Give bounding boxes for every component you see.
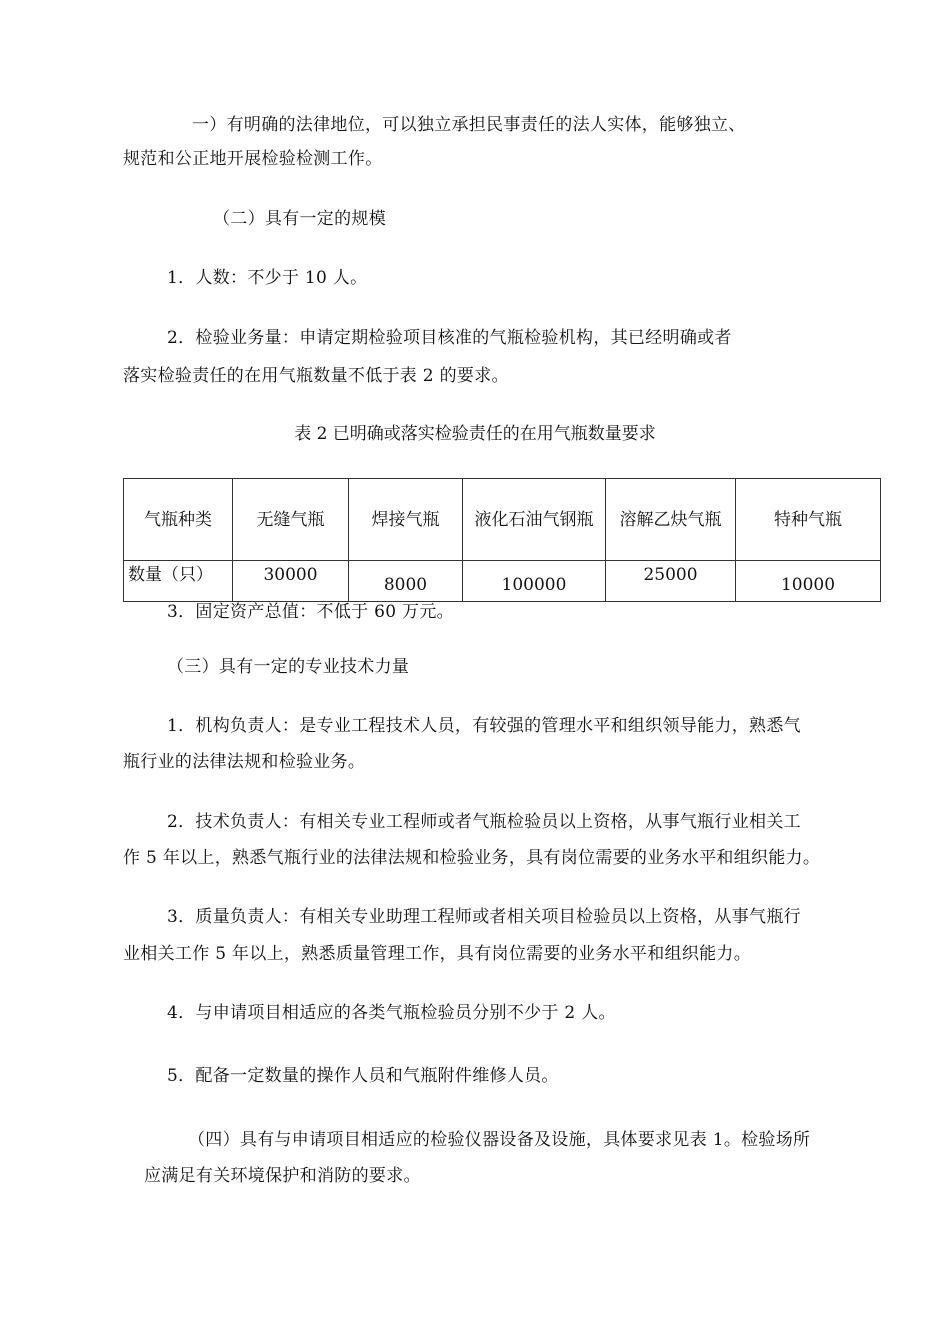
heading-equipment-line2: 应满足有关环境保护和消防的要求。 <box>144 1166 421 1186</box>
value-cell: 30000 <box>233 561 349 602</box>
value-cell: 10000 <box>736 561 881 602</box>
table-caption: 表 2 已明确或落实检验责任的在用气瓶数量要求 <box>294 424 656 444</box>
heading-scale: （二）具有一定的规模 <box>213 209 386 229</box>
item-technical-head-line1: 2．技术负责人：有相关专业工程师或者气瓶检验员以上资格，从事气瓶行业相关工 <box>167 812 801 832</box>
item-institution-head-line2: 瓶行业的法律法规和检验业务。 <box>123 752 366 772</box>
header-cell: 特种气瓶 <box>736 479 881 561</box>
item-institution-head-line1: 1．机构负责人：是专业工程技术人员，有较强的管理水平和组织领导能力，熟悉气 <box>167 716 801 736</box>
heading-equipment-line1: （四）具有与申请项目相适应的检验仪器设备及设施，具体要求见表 1。检验场所 <box>188 1130 811 1150</box>
heading-technical-strength: （三）具有一定的专业技术力量 <box>167 657 410 677</box>
header-cell: 无缝气瓶 <box>233 479 349 561</box>
row-label-cell: 数量（只） <box>124 561 233 602</box>
para-legal-status-line2: 规范和公正地开展检验检测工作。 <box>123 149 383 169</box>
header-cell: 溶解乙炔气瓶 <box>606 479 736 561</box>
item-operators: 5．配备一定数量的操作人员和气瓶附件维修人员。 <box>167 1066 559 1086</box>
item-business-volume-line1: 2．检验业务量：申请定期检验项目核准的气瓶检验机构，其已经明确或者 <box>167 328 732 348</box>
item-technical-head-line2: 作 5 年以上，熟悉气瓶行业的法律法规和检验业务，具有岗位需要的业务水平和组织能力。 <box>123 848 821 868</box>
para-legal-status-line1: 一）有明确的法律地位，可以独立承担民事责任的法人实体，能够独立、 <box>192 115 746 135</box>
table-header-row <box>124 479 881 561</box>
header-cell: 气瓶种类 <box>124 479 233 561</box>
table-row <box>124 561 881 602</box>
header-cell: 焊接气瓶 <box>349 479 463 561</box>
item-business-volume-line2: 落实检验责任的在用气瓶数量不低于表 2 的要求。 <box>123 366 509 386</box>
cylinder-quantity-table <box>123 478 881 602</box>
header-cell: 液化石油气钢瓶 <box>463 479 606 561</box>
item-staff-count: 1．人数：不少于 10 人。 <box>167 268 368 288</box>
item-quality-head-line2: 业相关工作 5 年以上，熟悉质量管理工作，具有岗位需要的业务水平和组织能力。 <box>123 944 752 964</box>
value-cell: 8000 <box>349 561 463 602</box>
item-fixed-assets: 3．固定资产总值：不低于 60 万元。 <box>167 602 454 622</box>
value-cell: 100000 <box>463 561 606 602</box>
item-inspectors: 4．与申请项目相适应的各类气瓶检验员分别不少于 2 人。 <box>167 1003 616 1023</box>
value-cell: 25000 <box>606 561 736 602</box>
item-quality-head-line1: 3．质量负责人：有相关专业助理工程师或者相关项目检验员以上资格，从事气瓶行 <box>167 907 801 927</box>
